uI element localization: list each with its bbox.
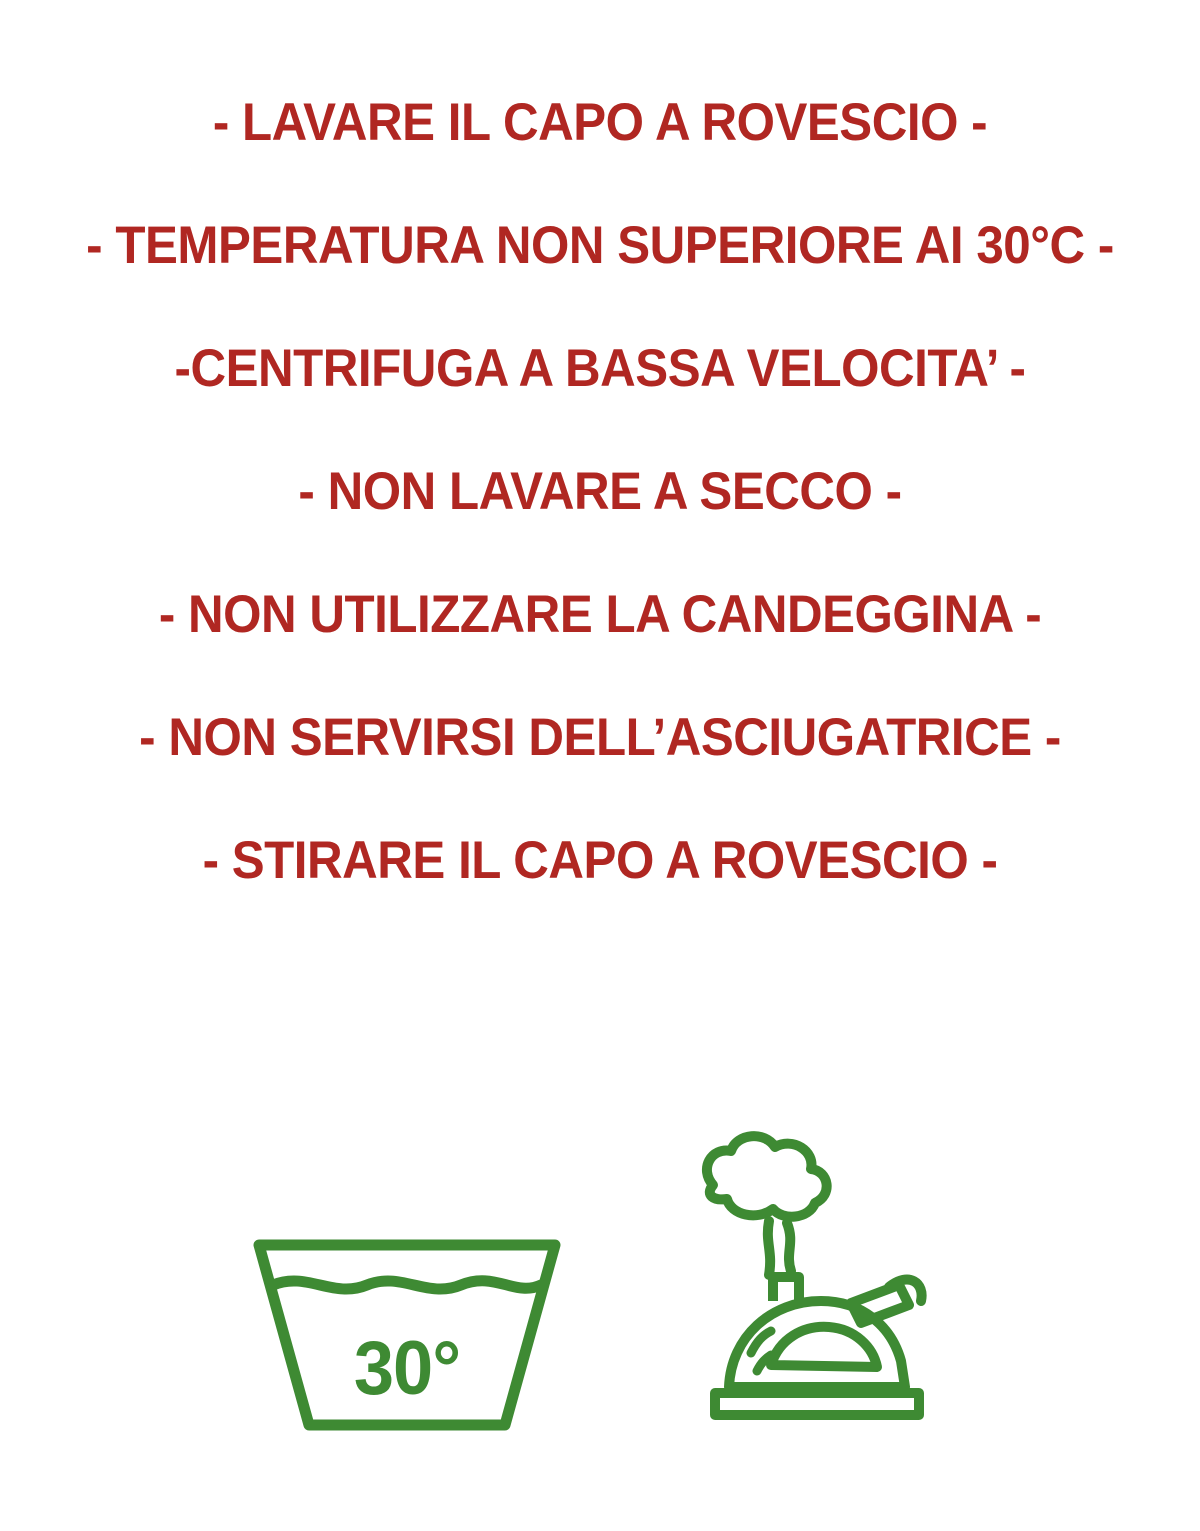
wash-temperature-label: 30° [353,1326,461,1411]
instruction-line: - STIRARE IL CAPO A ROVESCIO - [202,831,998,891]
instruction-line: - NON LAVARE A SECCO - [298,462,902,522]
instruction-line: - NON SERVIRSI DELL’ASCIUGATRICE - [139,708,1061,768]
instruction-line: - TEMPERATURA NON SUPERIORE AI 30°C - [86,216,1114,276]
instruction-line: -CENTRIFUGA A BASSA VELOCITA’ - [174,339,1026,399]
care-symbols-row [0,1125,1200,1435]
iron-steam-icon [653,1125,953,1435]
instruction-line: - NON UTILIZZARE LA CANDEGGINA - [158,585,1042,645]
instruction-line: - LAVARE IL CAPO A ROVESCIO - [212,93,988,152]
wash-30-icon [247,1235,567,1435]
